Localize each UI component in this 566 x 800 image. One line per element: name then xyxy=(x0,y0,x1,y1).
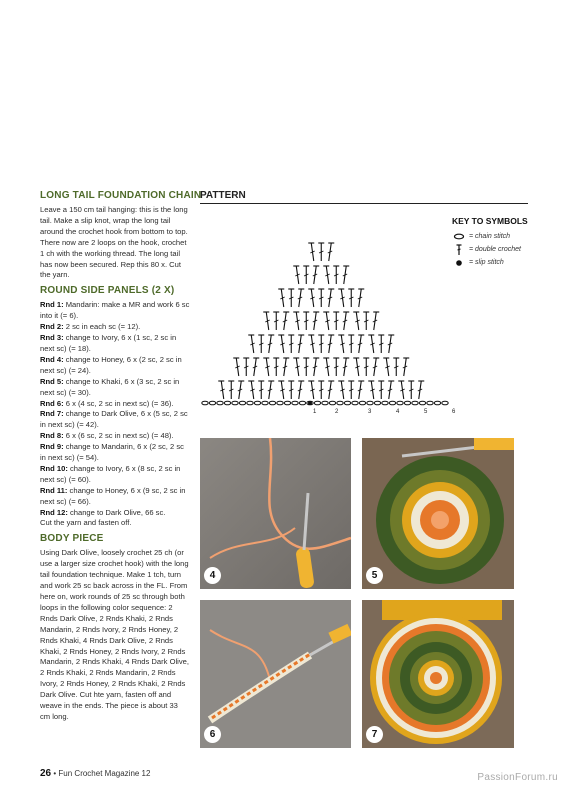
foundation-chain-photo xyxy=(200,600,351,748)
key-label: = chain stitch xyxy=(469,233,511,240)
double-crochet-stitch xyxy=(388,335,394,353)
round-item: Rnd 1: Mandarin: make a MR and work 6 sc into it (= 6). xyxy=(40,300,190,321)
double-crochet-stitch xyxy=(328,335,334,353)
round-item: Rnd 9: change to Mandarin, 6 x (2 sc, 2 sc in next sc) (= 54). xyxy=(40,442,184,463)
watermark: PassionForum.ru xyxy=(477,772,558,783)
key-label: = slip stitch xyxy=(469,259,504,266)
photo-number-badge: 7 xyxy=(366,726,383,743)
slip-stitch xyxy=(308,401,312,405)
chain-stitch xyxy=(344,401,350,405)
hook-yarn-photo xyxy=(200,438,351,589)
double-crochet-stitch xyxy=(278,335,284,353)
double-crochet-stitch xyxy=(383,358,389,376)
chain-stitch xyxy=(269,401,275,405)
double-crochet-stitch xyxy=(303,312,309,330)
double-crochet-stitch xyxy=(368,335,374,353)
chain-stitch xyxy=(262,401,268,405)
round-closing: Cut the yarn and fasten off. xyxy=(40,518,132,528)
double-crochet-stitch xyxy=(303,358,309,376)
double-crochet-stitch xyxy=(328,243,334,261)
photo-6 xyxy=(200,600,351,748)
double-crochet-stitch xyxy=(288,289,294,307)
chain-stitch xyxy=(397,401,403,405)
chain-stitch xyxy=(292,401,298,405)
double-crochet-stitch xyxy=(248,381,254,399)
double-crochet-stitch xyxy=(258,335,264,353)
footer-bullet: • xyxy=(53,769,57,778)
round-item: Rnd 12: change to Dark Olive, 66 sc. xyxy=(40,507,166,517)
chain-stitch xyxy=(209,401,215,405)
double-crochet-stitch xyxy=(308,243,314,261)
double-crochet-stitch xyxy=(343,312,349,330)
double-crochet-stitch xyxy=(263,312,269,330)
pattern-divider xyxy=(200,203,528,204)
foundation-chain-row xyxy=(202,401,448,405)
double-crochet-stitch xyxy=(343,358,349,376)
photo-5 xyxy=(362,438,514,589)
double-crochet-stitch xyxy=(258,381,264,399)
double-crochet-stitch xyxy=(373,358,379,376)
double-crochet-stitch xyxy=(288,335,294,353)
double-crochet-stitch xyxy=(348,381,354,399)
double-crochet-stitch xyxy=(308,335,314,353)
double-crochet-rows xyxy=(218,243,424,399)
round-item: Rnd 5: change to Khaki, 6 x (3 sc, 2 sc in next sc) (= 30). xyxy=(40,376,180,397)
double-crochet-stitch xyxy=(343,266,349,284)
chain-stitch xyxy=(359,401,365,405)
pattern-heading: PATTERN xyxy=(200,190,246,201)
chain-stitch xyxy=(217,401,223,405)
double-crochet-stitch xyxy=(348,289,354,307)
double-crochet-stitch xyxy=(298,289,304,307)
photo-7 xyxy=(362,600,514,748)
double-crochet-stitch xyxy=(333,266,339,284)
round-item: Rnd 3: change to Ivory, 6 x (1 sc, 2 sc in next sc) (= 18). xyxy=(40,333,177,353)
double-crochet-stitch xyxy=(313,358,319,376)
chain-stitch xyxy=(404,401,410,405)
body-piece-text: Using Dark Olive, loosely crochet 25 ch (or use a larger size crochet hook) with the long tail foundation technique. Make 1 tch, turn and work 25 sc back across in the FL. From here on, work rounds of 25 sc through both loops in the following color sequence: 2 Rnds Dark Olive, 2 Rnds Khaki, 2 Rnds Mandarin, 2 Rnds Ivory, 2 Rnds Honey, 2 Rnds Khaki, 4 Rnds Dark Olive, 2 Rnds Khaki, 2 Rnds Honey, 2 Rnds Ivory, 2 Rnds Mandarin, 2 Rnds Khaki, 4 Rnds Dark Olive, 2 Rnds Khaki, 2 Rnds Mandarin, 2 Rnds Ivory, 2 Rnds Honey, 2 Rnds Khaki, 2 Rnds Dark Olive. Cut hte yarn, fasten off and weave in the ends. The piece is about 33 cm long. xyxy=(40,548,189,721)
round-item: Rnd 6: 6 x (4 sc, 2 sc in next sc) (= 36). xyxy=(40,398,174,408)
double-crochet-stitch xyxy=(218,381,224,399)
round-item: Rnd 10: change to Ivory, 6 x (8 sc, 2 sc in next sc) (= 60). xyxy=(40,463,181,484)
magazine-name: Fun Crochet Magazine 12 xyxy=(58,769,151,778)
double-crochet-stitch xyxy=(338,381,344,399)
double-crochet-stitch xyxy=(288,381,294,399)
double-crochet-stitch xyxy=(323,266,329,284)
double-crochet-stitch xyxy=(283,312,289,330)
round-item: Rnd 8: 6 x (6 sc, 2 sc in next sc) (= 48). xyxy=(40,431,174,441)
page-number: 26 xyxy=(40,768,52,779)
chain-stitch xyxy=(284,401,290,405)
round-item: Rnd 7: change to Dark Olive, 6 x (5 sc, 2 sc in next sc) (= 42). xyxy=(40,409,188,430)
double-crochet-stitch xyxy=(238,381,244,399)
double-crochet-stitch xyxy=(243,358,249,376)
double-crochet-stitch xyxy=(293,312,299,330)
double-crochet-stitch xyxy=(378,335,384,353)
photo-number-badge: 6 xyxy=(204,726,221,743)
page-footer xyxy=(40,768,150,779)
double-crochet-stitch xyxy=(358,381,364,399)
double-crochet-stitch xyxy=(353,358,359,376)
chain-stitch xyxy=(202,401,208,405)
double-crochet-stitch xyxy=(333,358,339,376)
chain-stitch xyxy=(322,401,328,405)
double-crochet-stitch xyxy=(378,381,384,399)
row-number: 2 xyxy=(335,409,339,415)
round-item: Rnd 11: change to Honey, 6 x (9 sc, 2 sc in next sc) (= 66). xyxy=(40,485,186,506)
double-crochet-stitch xyxy=(253,358,259,376)
long-tail-heading: LONG TAIL FOUNDATION CHAIN xyxy=(40,190,202,201)
round-item: Rnd 4: change to Honey, 6 x (2 sc, 2 sc in next sc) (= 24). xyxy=(40,354,182,375)
double-crochet-stitch xyxy=(278,381,284,399)
double-crochet-stitch xyxy=(293,266,299,284)
double-crochet-stitch xyxy=(403,358,409,376)
double-crochet-stitch xyxy=(308,289,314,307)
chain-stitch xyxy=(337,401,343,405)
double-crochet-stitch xyxy=(418,381,424,399)
chain-stitch xyxy=(374,401,380,405)
chain-stitch xyxy=(427,401,433,405)
double-crochet-stitch xyxy=(273,312,279,330)
double-crochet-stitch xyxy=(328,381,334,399)
double-crochet-stitch xyxy=(323,312,329,330)
photo-4 xyxy=(200,438,351,589)
chain-stitch xyxy=(389,401,395,405)
chain-stitch xyxy=(299,401,305,405)
double-crochet-stitch xyxy=(368,381,374,399)
double-crochet-stitch xyxy=(393,358,399,376)
long-tail-text: Leave a 150 cm tail hanging: this is the long tail. Make a slip knot, wrap the long tail around the crochet hook from bottom to top. There now are 2 loops on the hook, crochet 1 ch with the working thread. The long tail has now been secured. Rep this 80 x. Cut the yarn. xyxy=(40,205,188,280)
double-crochet-stitch xyxy=(373,312,379,330)
double-crochet-stitch xyxy=(278,289,284,307)
double-crochet-stitch xyxy=(323,358,329,376)
double-crochet-stitch xyxy=(248,335,254,353)
double-crochet-stitch xyxy=(358,289,364,307)
row-number: 5 xyxy=(424,409,428,415)
chain-stitch xyxy=(412,401,418,405)
double-crochet-stitch xyxy=(333,312,339,330)
double-crochet-stitch xyxy=(353,312,359,330)
chain-stitch xyxy=(367,401,373,405)
double-crochet-stitch xyxy=(388,381,394,399)
double-crochet-stitch xyxy=(313,312,319,330)
row-number: 1 xyxy=(313,409,317,415)
double-crochet-stitch xyxy=(328,289,334,307)
double-crochet-stitch xyxy=(338,335,344,353)
photo-number-badge: 4 xyxy=(204,567,221,584)
row-number: 3 xyxy=(368,409,372,415)
double-crochet-stitch xyxy=(363,312,369,330)
chain-stitch xyxy=(254,401,260,405)
double-crochet-stitch xyxy=(233,358,239,376)
double-crochet-stitch xyxy=(408,381,414,399)
double-crochet-stitch xyxy=(318,335,324,353)
double-crochet-stitch xyxy=(318,289,324,307)
double-crochet-stitch xyxy=(308,381,314,399)
double-crochet-stitch xyxy=(318,381,324,399)
double-crochet-stitch xyxy=(318,243,324,261)
photo-number-badge: 5 xyxy=(366,567,383,584)
double-crochet-stitch xyxy=(398,381,404,399)
double-crochet-stitch xyxy=(268,335,274,353)
double-crochet-stitch xyxy=(298,381,304,399)
chain-stitch xyxy=(314,401,320,405)
row-number: 4 xyxy=(396,409,400,415)
double-crochet-stitch xyxy=(283,358,289,376)
crochet-pattern-diagram xyxy=(200,225,520,420)
double-crochet-stitch xyxy=(298,335,304,353)
double-crochet-stitch xyxy=(293,358,299,376)
double-crochet-stitch xyxy=(363,358,369,376)
chain-stitch xyxy=(434,401,440,405)
chain-stitch xyxy=(382,401,388,405)
finished-panel-photo xyxy=(362,600,514,748)
double-crochet-stitch xyxy=(313,266,319,284)
round-item: Rnd 2: 2 sc in each sc (= 12). xyxy=(40,322,141,332)
double-crochet-stitch xyxy=(303,266,309,284)
chain-stitch xyxy=(232,401,238,405)
double-crochet-stitch xyxy=(273,358,279,376)
double-crochet-stitch xyxy=(338,289,344,307)
body-piece-heading: BODY PIECE xyxy=(40,533,104,545)
chain-stitch xyxy=(247,401,253,405)
key-title: KEY TO SYMBOLS xyxy=(452,216,528,226)
double-crochet-stitch xyxy=(263,358,269,376)
round-instructions xyxy=(40,300,190,529)
chain-stitch xyxy=(329,401,335,405)
left-text-column xyxy=(40,190,202,727)
chain-stitch xyxy=(352,401,358,405)
chain-stitch xyxy=(239,401,245,405)
chain-stitch xyxy=(224,401,230,405)
row-number: 6 xyxy=(452,409,456,415)
double-crochet-stitch xyxy=(348,335,354,353)
round-panels-heading: ROUND SIDE PANELS (2 X) xyxy=(40,285,175,297)
double-crochet-stitch xyxy=(358,335,364,353)
chain-stitch xyxy=(277,401,283,405)
key-label: = double crochet xyxy=(469,246,521,253)
double-crochet-stitch xyxy=(228,381,234,399)
chain-stitch xyxy=(442,401,448,405)
chain-stitch xyxy=(419,401,425,405)
double-crochet-stitch xyxy=(268,381,274,399)
round-panel-progress-photo xyxy=(362,438,514,589)
